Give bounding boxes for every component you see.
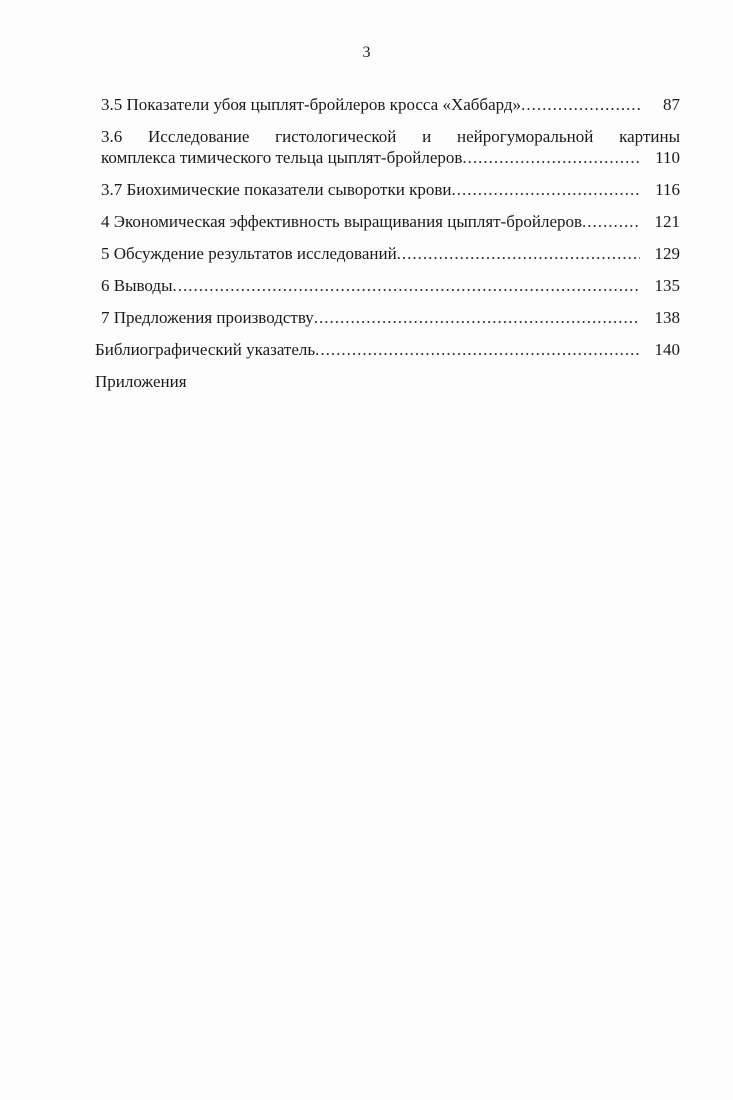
toc-line [101, 211, 680, 232]
page-number: 3 [362, 44, 371, 61]
toc-entry-title-line1: 3.6 Исследование гистологической и нейрогуморальной картины [101, 127, 680, 146]
toc-entry-page: 110 [655, 148, 680, 167]
toc-entry-page: 129 [654, 244, 680, 263]
toc-entry-page: 121 [654, 212, 680, 231]
toc-entry-title-line2: комплекса тимического тельца цыплят-бройлеров [101, 148, 463, 167]
toc-entry-page: 140 [654, 340, 680, 359]
toc-entry-page: 138 [654, 308, 680, 327]
table-of-contents [95, 94, 680, 403]
toc-dot-leader [462, 147, 640, 168]
toc-entry-page: 135 [654, 276, 680, 295]
toc-entry-page: 116 [655, 180, 680, 199]
toc-entry-title: 5 Обсуждение результатов исследований [101, 244, 397, 263]
toc-entry-title: 4 Экономическая эффективность выращивания цыплят-бройлеров [101, 212, 583, 231]
toc-line [101, 307, 680, 328]
toc-entry-6 [95, 275, 680, 296]
toc-dot-leader [314, 307, 640, 328]
toc-line [101, 275, 680, 296]
toc-dot-leader [521, 94, 640, 115]
toc-line [95, 371, 680, 392]
toc-line [101, 94, 680, 115]
toc-dot-leader [397, 243, 640, 264]
toc-line [101, 179, 680, 200]
toc-entry-title: 3.7 Биохимические показатели сыворотки крови [101, 180, 452, 199]
toc-entry-5 [95, 243, 680, 264]
toc-entry-3-6 [95, 126, 680, 168]
toc-entry-appendices [95, 371, 680, 392]
toc-entry-4 [95, 211, 680, 232]
toc-entry-7 [95, 307, 680, 328]
toc-dot-leader [451, 179, 640, 200]
toc-line [95, 339, 680, 360]
toc-dot-leader [315, 339, 640, 360]
toc-entry-3-7 [95, 179, 680, 200]
toc-dot-leader [582, 211, 640, 232]
toc-line [101, 147, 680, 168]
toc-entry-title: 3.5 Показатели убоя цыплят-бройлеров кросса «Хаббард» [101, 95, 522, 114]
toc-entry-page: 87 [663, 95, 680, 114]
toc-entry-bibliography [95, 339, 680, 360]
toc-entry-title: Библиографический указатель [95, 340, 316, 359]
toc-entry-3-5 [95, 94, 680, 115]
toc-entry-title: Приложения [95, 372, 187, 391]
toc-entry-title: 6 Выводы [101, 276, 173, 295]
toc-line [101, 243, 680, 264]
toc-entry-title: 7 Предложения производству [101, 308, 314, 327]
toc-dot-leader [173, 275, 640, 296]
